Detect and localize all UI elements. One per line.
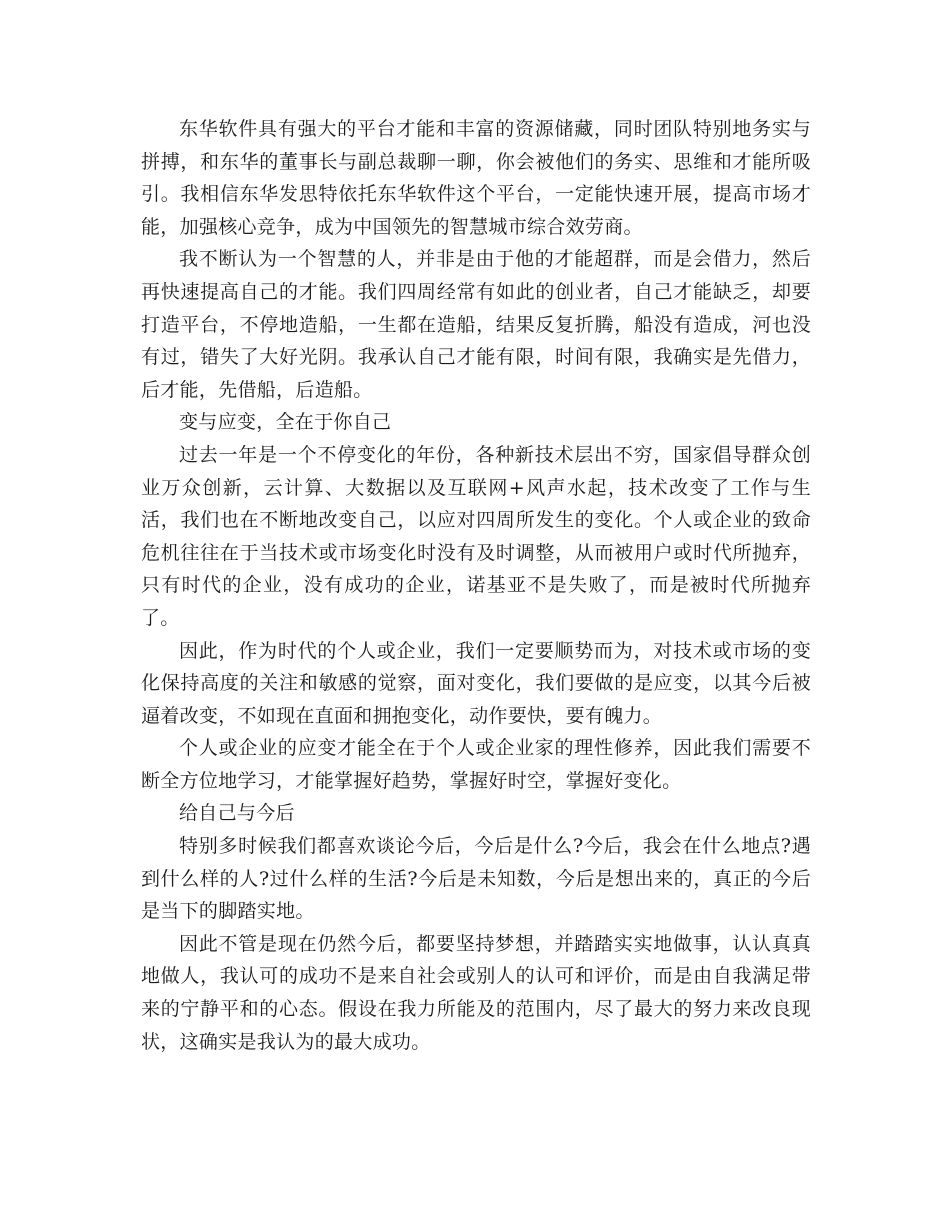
paragraph-1: 东华软件具有强大的平台才能和丰富的资源储藏，同时团队特别地务实与拼搏，和东华的董事长与副总裁聊一聊，你会被他们的务实、思维和才能所吸引。我相信东华发思特依托东华软件这个平台，一定能快速开展，提高市场才能，加强核心竞争，成为中国领先的智慧城市综合效劳商。 (141, 118, 811, 238)
paragraph-4: 因此，作为时代的个人或企业，我们一定要顺势而为，对技术或市场的变化保持高度的关注和敏感的觉察，面对变化，我们要做的是应变，以其今后被逼着改变，不如现在直面和拥抱变化，动作要快，要有魄力。 (141, 639, 811, 727)
paragraph-2: 我不断认为一个智慧的人，并非是由于他的才能超群，而是会借力，然后再快速提高自己的才能。我们四周经常有如此的创业者，自己才能缺乏，却要打造平台，不停地造船，一生都在造船，结果反复折腾，船没有造成，河也没有过，错失了大好光阴。我承认自己才能有限，时间有限，我确实是先借力，后才能，先借船，后造船。 (141, 248, 811, 401)
section-heading-future: 给自己与今后 (179, 802, 295, 825)
paragraph-3: 过去一年是一个不停变化的年份，各种新技术层出不穷，国家倡导群众创业万众创新，云计算、大数据以及互联网+风声水起，技术改变了工作与生活，我们也在不断地改变自己，以应对四周所发生的变化。个人或企业的致命危机往往在于当技术或市场变化时没有及时调整，从而被用户或时代所抛弃，只有时代的企业，没有成功的企业，诺基亚不是失败了，而是被时代所抛弃了。 (141, 443, 811, 629)
section-heading-change: 变与应变，全在于你自己 (179, 411, 392, 434)
paragraph-7: 因此不管是现在仍然今后，都要坚持梦想，并踏踏实实地做事，认认真真地做人，我认可的成功不是来自社会或别人的认可和评价，而是由自我满足带来的宁静平和的心态。假设在我力所能及的范围内，尽了最大的努力来改良现状，这确实是我认为的最大成功。 (141, 932, 811, 1053)
paragraph-6: 特别多时候我们都喜欢谈论今后，今后是什么?今后，我会在什么地点?遇到什么样的人?过什么样的生活?今后是未知数，今后是想出来的，真正的今后是当下的脚踏实地。 (141, 835, 811, 923)
document-body (141, 113, 811, 1058)
paragraph-5: 个人或企业的应变才能全在于个人或企业家的理性修养，因此我们需要不断全方位地学习，才能掌握好趋势，掌握好时空，掌握好变化。 (141, 737, 811, 792)
